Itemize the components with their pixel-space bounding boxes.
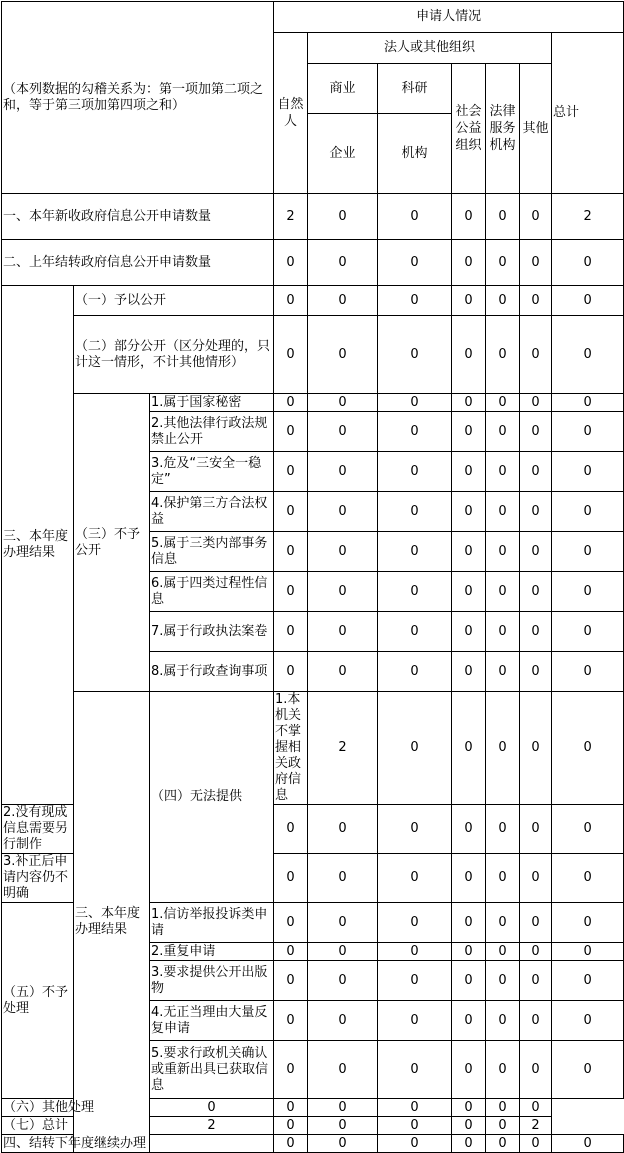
row-label: 1.属于国家秘密	[150, 394, 274, 412]
section-label: 三、本年度办理结果	[74, 692, 150, 1153]
applicant-header: 申请人情况	[274, 2, 624, 33]
cell: 0	[274, 961, 308, 1001]
cell: 0	[452, 532, 486, 572]
cell: 0	[520, 943, 552, 961]
row-label: 一、本年新收政府信息公开申请数量	[2, 194, 274, 240]
natural-person-header: 自然人	[274, 33, 308, 194]
cell: 0	[378, 903, 452, 943]
cell: 0	[520, 854, 552, 903]
cell: 0	[552, 452, 624, 492]
cell: 0	[274, 240, 308, 286]
cell: 0	[552, 805, 624, 854]
cell: 0	[378, 805, 452, 854]
row-label: （七）总计	[2, 1117, 150, 1135]
cell: 0	[552, 1135, 624, 1153]
row-label: 四、结转下年度继续办理	[2, 1135, 274, 1153]
cell: 0	[378, 692, 452, 805]
table-row	[2, 240, 624, 286]
cell: 0	[308, 1117, 378, 1135]
cell: 0	[378, 194, 452, 240]
cell: 0	[308, 1041, 378, 1099]
cell: 0	[452, 572, 486, 612]
cell: 0	[520, 492, 552, 532]
cell: 0	[520, 961, 552, 1001]
table-row	[2, 1135, 624, 1153]
cell: 0	[552, 572, 624, 612]
row-label: 4.无正当理由大量反复申请	[150, 1001, 274, 1041]
commercial-header-top: 商业	[308, 64, 378, 114]
row-label: 8.属于行政查询事项	[150, 652, 274, 692]
cell: 0	[452, 1001, 486, 1041]
cell: 0	[520, 652, 552, 692]
cell: 0	[452, 1135, 486, 1153]
cell: 0	[552, 286, 624, 316]
cell: 0	[520, 452, 552, 492]
cell: 0	[378, 1099, 452, 1117]
cell: 0	[378, 394, 452, 412]
row-label: 二、上年结转政府信息公开申请数量	[2, 240, 274, 286]
cell: 0	[274, 452, 308, 492]
cell: 0	[452, 1041, 486, 1099]
cell: 0	[520, 412, 552, 452]
cell: 2	[274, 194, 308, 240]
cell: 0	[452, 394, 486, 412]
cell: 0	[486, 240, 520, 286]
cell: 0	[378, 240, 452, 286]
cell: 0	[552, 532, 624, 572]
cell: 0	[274, 943, 308, 961]
row-label: 3.补正后申请内容仍不明确	[2, 854, 74, 903]
cell: 0	[486, 452, 520, 492]
cell: 0	[308, 1001, 378, 1041]
group-label: （四）无法提供	[150, 692, 274, 903]
cell: 0	[274, 1135, 308, 1153]
cell: 0	[274, 854, 308, 903]
cell: 0	[486, 394, 520, 412]
cell: 0	[378, 943, 452, 961]
cell: 0	[308, 194, 378, 240]
row-label: 4.保护第三方合法权益	[150, 492, 274, 532]
cell: 0	[308, 854, 378, 903]
cell: 0	[308, 612, 378, 652]
cell: 2	[308, 692, 378, 805]
cell: 0	[378, 316, 452, 394]
cell: 0	[274, 903, 308, 943]
cell: 0	[274, 532, 308, 572]
cell: 0	[486, 1099, 520, 1117]
cell: 0	[308, 532, 378, 572]
cell: 0	[486, 805, 520, 854]
cell: 0	[520, 692, 552, 805]
cell: 0	[552, 1041, 624, 1099]
cell: 0	[452, 903, 486, 943]
cell: 0	[486, 903, 520, 943]
cell: 0	[274, 612, 308, 652]
row-label: 2.其他法律行政法规禁止公开	[150, 412, 274, 452]
cell: 0	[308, 572, 378, 612]
cell: 0	[274, 1099, 308, 1117]
cell: 0	[452, 492, 486, 532]
cell: 0	[308, 316, 378, 394]
cell: 0	[452, 692, 486, 805]
row-label: 5.要求行政机关确认或重新出具已获取信息	[150, 1041, 274, 1099]
cell: 0	[308, 943, 378, 961]
group-label: （三）不予公开	[74, 394, 150, 692]
row-label: 6.属于四类过程性信息	[150, 572, 274, 612]
research-header-top: 科研	[378, 64, 452, 114]
cell: 0	[452, 854, 486, 903]
cell: 0	[274, 286, 308, 316]
cell: 0	[452, 240, 486, 286]
row-label: 2.没有现成信息需要另行制作	[2, 805, 74, 854]
cell: 0	[274, 412, 308, 452]
table-row	[2, 286, 624, 316]
cell: 0	[378, 961, 452, 1001]
row-label: （二）部分公开（区分处理的，只计这一情形，不计其他情形）	[74, 316, 274, 394]
cell: 0	[274, 1001, 308, 1041]
cell: 2	[552, 194, 624, 240]
cell: 2	[150, 1117, 274, 1135]
row-label: 3.要求提供公开出版物	[150, 961, 274, 1001]
cell: 0	[452, 194, 486, 240]
cell: 0	[520, 1001, 552, 1041]
government-info-disclosure-table	[1, 1, 624, 1153]
group-label: （五）不予处理	[2, 903, 74, 1099]
table-row	[2, 1099, 624, 1117]
cell: 0	[274, 805, 308, 854]
cell: 0	[486, 1041, 520, 1099]
cell: 0	[486, 943, 520, 961]
cell: 0	[520, 1135, 552, 1153]
row-label: 7.属于行政执法案卷	[150, 612, 274, 652]
row-label: （一）予以公开	[74, 286, 274, 316]
cell: 0	[552, 316, 624, 394]
social-org-header: 社会公益组织	[452, 64, 486, 194]
cell: 0	[378, 532, 452, 572]
cell: 0	[486, 412, 520, 452]
cell: 0	[520, 805, 552, 854]
cell: 0	[308, 240, 378, 286]
cell: 0	[486, 1135, 520, 1153]
cell: 0	[486, 572, 520, 612]
cell: 0	[486, 532, 520, 572]
row-label: （六）其他处理	[2, 1099, 150, 1117]
cell: 0	[378, 1041, 452, 1099]
cell: 0	[486, 652, 520, 692]
cell: 0	[486, 194, 520, 240]
cell: 0	[552, 943, 624, 961]
cell: 0	[308, 1099, 378, 1117]
cell: 0	[552, 394, 624, 412]
table-row	[2, 1117, 624, 1135]
cell: 0	[552, 903, 624, 943]
cell: 0	[274, 652, 308, 692]
cell: 0	[520, 240, 552, 286]
cell: 0	[308, 412, 378, 452]
cell: 0	[552, 961, 624, 1001]
cell: 0	[308, 1135, 378, 1153]
cell: 0	[378, 652, 452, 692]
cell: 0	[520, 532, 552, 572]
cell: 0	[486, 492, 520, 532]
cell: 0	[308, 805, 378, 854]
cell: 0	[452, 412, 486, 452]
cell: 0	[452, 612, 486, 652]
cell: 0	[486, 1117, 520, 1135]
row-label: 1.信访举报投诉类申请	[150, 903, 274, 943]
legal-service-header: 法律服务机构	[486, 64, 520, 194]
row-label: 2.重复申请	[150, 943, 274, 961]
cell: 0	[452, 961, 486, 1001]
cell: 2	[520, 1117, 552, 1135]
cell: 0	[274, 1041, 308, 1099]
cell: 0	[486, 1001, 520, 1041]
table-row	[2, 692, 624, 805]
other-header: 其他	[520, 64, 552, 194]
cell: 0	[274, 394, 308, 412]
cell: 0	[486, 692, 520, 805]
cell: 0	[552, 240, 624, 286]
cell: 0	[150, 1099, 274, 1117]
cell: 0	[378, 854, 452, 903]
cell: 0	[378, 1117, 452, 1135]
cell: 0	[308, 452, 378, 492]
cell: 0	[552, 854, 624, 903]
cell: 0	[378, 572, 452, 612]
cell: 0	[520, 1041, 552, 1099]
table-row	[2, 194, 624, 240]
cell: 0	[452, 452, 486, 492]
cell: 0	[274, 572, 308, 612]
cell: 0	[552, 1001, 624, 1041]
cell: 0	[552, 652, 624, 692]
cell: 0	[308, 961, 378, 1001]
cell: 0	[378, 286, 452, 316]
cell: 0	[378, 492, 452, 532]
cell: 0	[520, 572, 552, 612]
cell: 0	[452, 805, 486, 854]
cell: 0	[486, 316, 520, 394]
cell: 0	[378, 412, 452, 452]
table-row	[2, 394, 624, 412]
legal-group-header: 法人或其他组织	[308, 33, 552, 64]
cell: 0	[308, 903, 378, 943]
cell: 0	[378, 452, 452, 492]
row-label: 5.属于三类内部事务信息	[150, 532, 274, 572]
cell: 0	[520, 612, 552, 652]
cell: 0	[274, 492, 308, 532]
cell: 0	[552, 612, 624, 652]
cell: 0	[552, 692, 624, 805]
cell: 0	[308, 492, 378, 532]
cell: 0	[486, 286, 520, 316]
cell: 0	[520, 903, 552, 943]
row-label: 1.本机关不掌握相关政府信息	[274, 692, 308, 805]
table-row	[2, 316, 624, 394]
cell: 0	[486, 854, 520, 903]
cell: 0	[552, 412, 624, 452]
cell: 0	[486, 961, 520, 1001]
cell: 0	[520, 194, 552, 240]
row-label: 3.危及“三安全一稳定”	[150, 452, 274, 492]
cell: 0	[274, 316, 308, 394]
total-header: 总计	[552, 33, 624, 194]
research-header-bottom: 机构	[378, 114, 452, 194]
cell: 0	[552, 492, 624, 532]
cell: 0	[452, 652, 486, 692]
cell: 0	[452, 1117, 486, 1135]
cell: 0	[378, 1135, 452, 1153]
cell: 0	[378, 1001, 452, 1041]
cell: 0	[520, 1099, 552, 1117]
cell: 0	[308, 286, 378, 316]
section-label: 三、本年度办理结果	[2, 286, 74, 805]
cell: 0	[520, 316, 552, 394]
table-note: （本列数据的勾稽关系为：第一项加第二项之和，等于第三项加第四项之和）	[2, 2, 274, 194]
cell: 0	[452, 286, 486, 316]
cell: 0	[452, 316, 486, 394]
cell: 0	[520, 394, 552, 412]
cell: 0	[378, 612, 452, 652]
cell: 0	[274, 1117, 308, 1135]
cell: 0	[520, 286, 552, 316]
commercial-header-bottom: 企业	[308, 114, 378, 194]
cell: 0	[486, 612, 520, 652]
cell: 0	[452, 1099, 486, 1117]
cell: 0	[452, 943, 486, 961]
cell: 0	[308, 652, 378, 692]
cell: 0	[308, 394, 378, 412]
